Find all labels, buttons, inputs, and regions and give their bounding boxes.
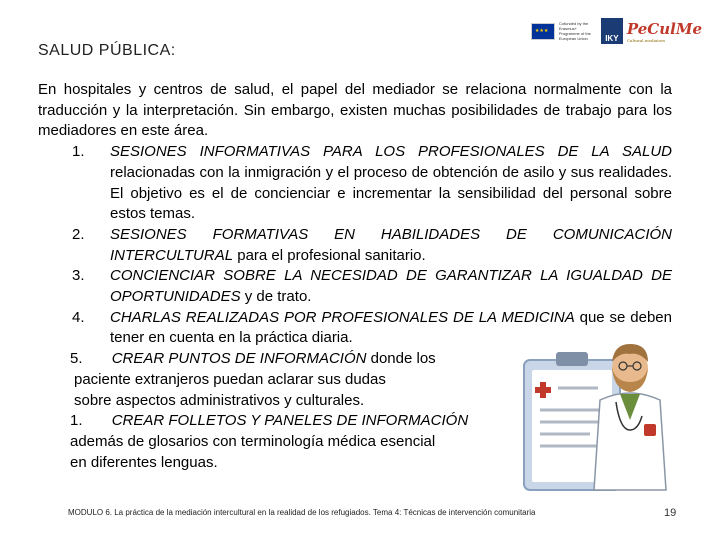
page-number: 19 [664,507,677,519]
intro-paragraph: En hospitales y centros de salud, el papel del mediador se relaciona normalmente con la traducción y la interpretación. Sin embargo, existen muchas posibilidades de trabajo para los mediadores en este área. [38,81,672,140]
list-item-5-line2: paciente extranjeros puedan aclarar sus dudas [74,370,386,388]
slide-title: SALUD PÚBLICA: [38,42,176,59]
footer-module-text: MODULO 6. La práctica de la mediación intercultural en la realidad de los refugiados. Tema 4: Técnicas de intervención comunitaria [68,508,536,517]
item-content: SESIONES FORMATIVAS EN HABILIDADES DE COMUNICACIÓN INTERCULTURAL para el profesional sanitario. [110,225,672,264]
item-number: 1. [72,143,85,161]
list-item [38,225,672,266]
item-content: CHARLAS REALIZADAS POR PROFESIONALES DE LA MEDICINA que se deben tener en cuenta en la práctica diaria. [110,308,672,347]
list-item [38,266,672,307]
list-item-6-line3: en diferentes lenguas. [70,453,218,471]
item-number: 2. [72,225,85,243]
item-number: 3. [72,267,85,285]
pecul-logo: PeCulMe Cultural mediators [626,19,702,43]
list-item [38,142,672,225]
list-item-6-line2: además de glosarios con terminología médica esencial [70,432,436,450]
item-content: SESIONES INFORMATIVAS PARA LOS PROFESIONALES DE LA SALUD relacionadas con la inmigración y el proceso de obtención de asilo y sus realidades. El objetivo es el de concienciar e incrementar la sensibilidad del personal sobre estos temas. [110,143,672,223]
item-content: CONCIENCIAR SOBRE LA NECESIDAD DE GARANTIZAR LA IGUALDAD DE OPORTUNIDADES y de trato. [110,267,672,306]
eu-logo-text: Cofunded by the Erasmus+ Programme of the European Union [558,21,591,41]
list-item-5: 5. CREAR PUNTOS DE INFORMACIÓN donde los [70,350,436,368]
iky-logo: IKY [601,18,623,44]
list-item-5-line3: sobre aspectos administrativos y culturales. [74,391,365,409]
list-item-6: 1. CREAR FOLLETOS Y PANELES DE INFORMACIÓN [70,412,469,430]
eu-flag-icon [531,23,555,40]
partner-logos [531,14,702,48]
doctor-clipboard-illustration [520,330,670,495]
item-number: 4. [72,308,85,326]
